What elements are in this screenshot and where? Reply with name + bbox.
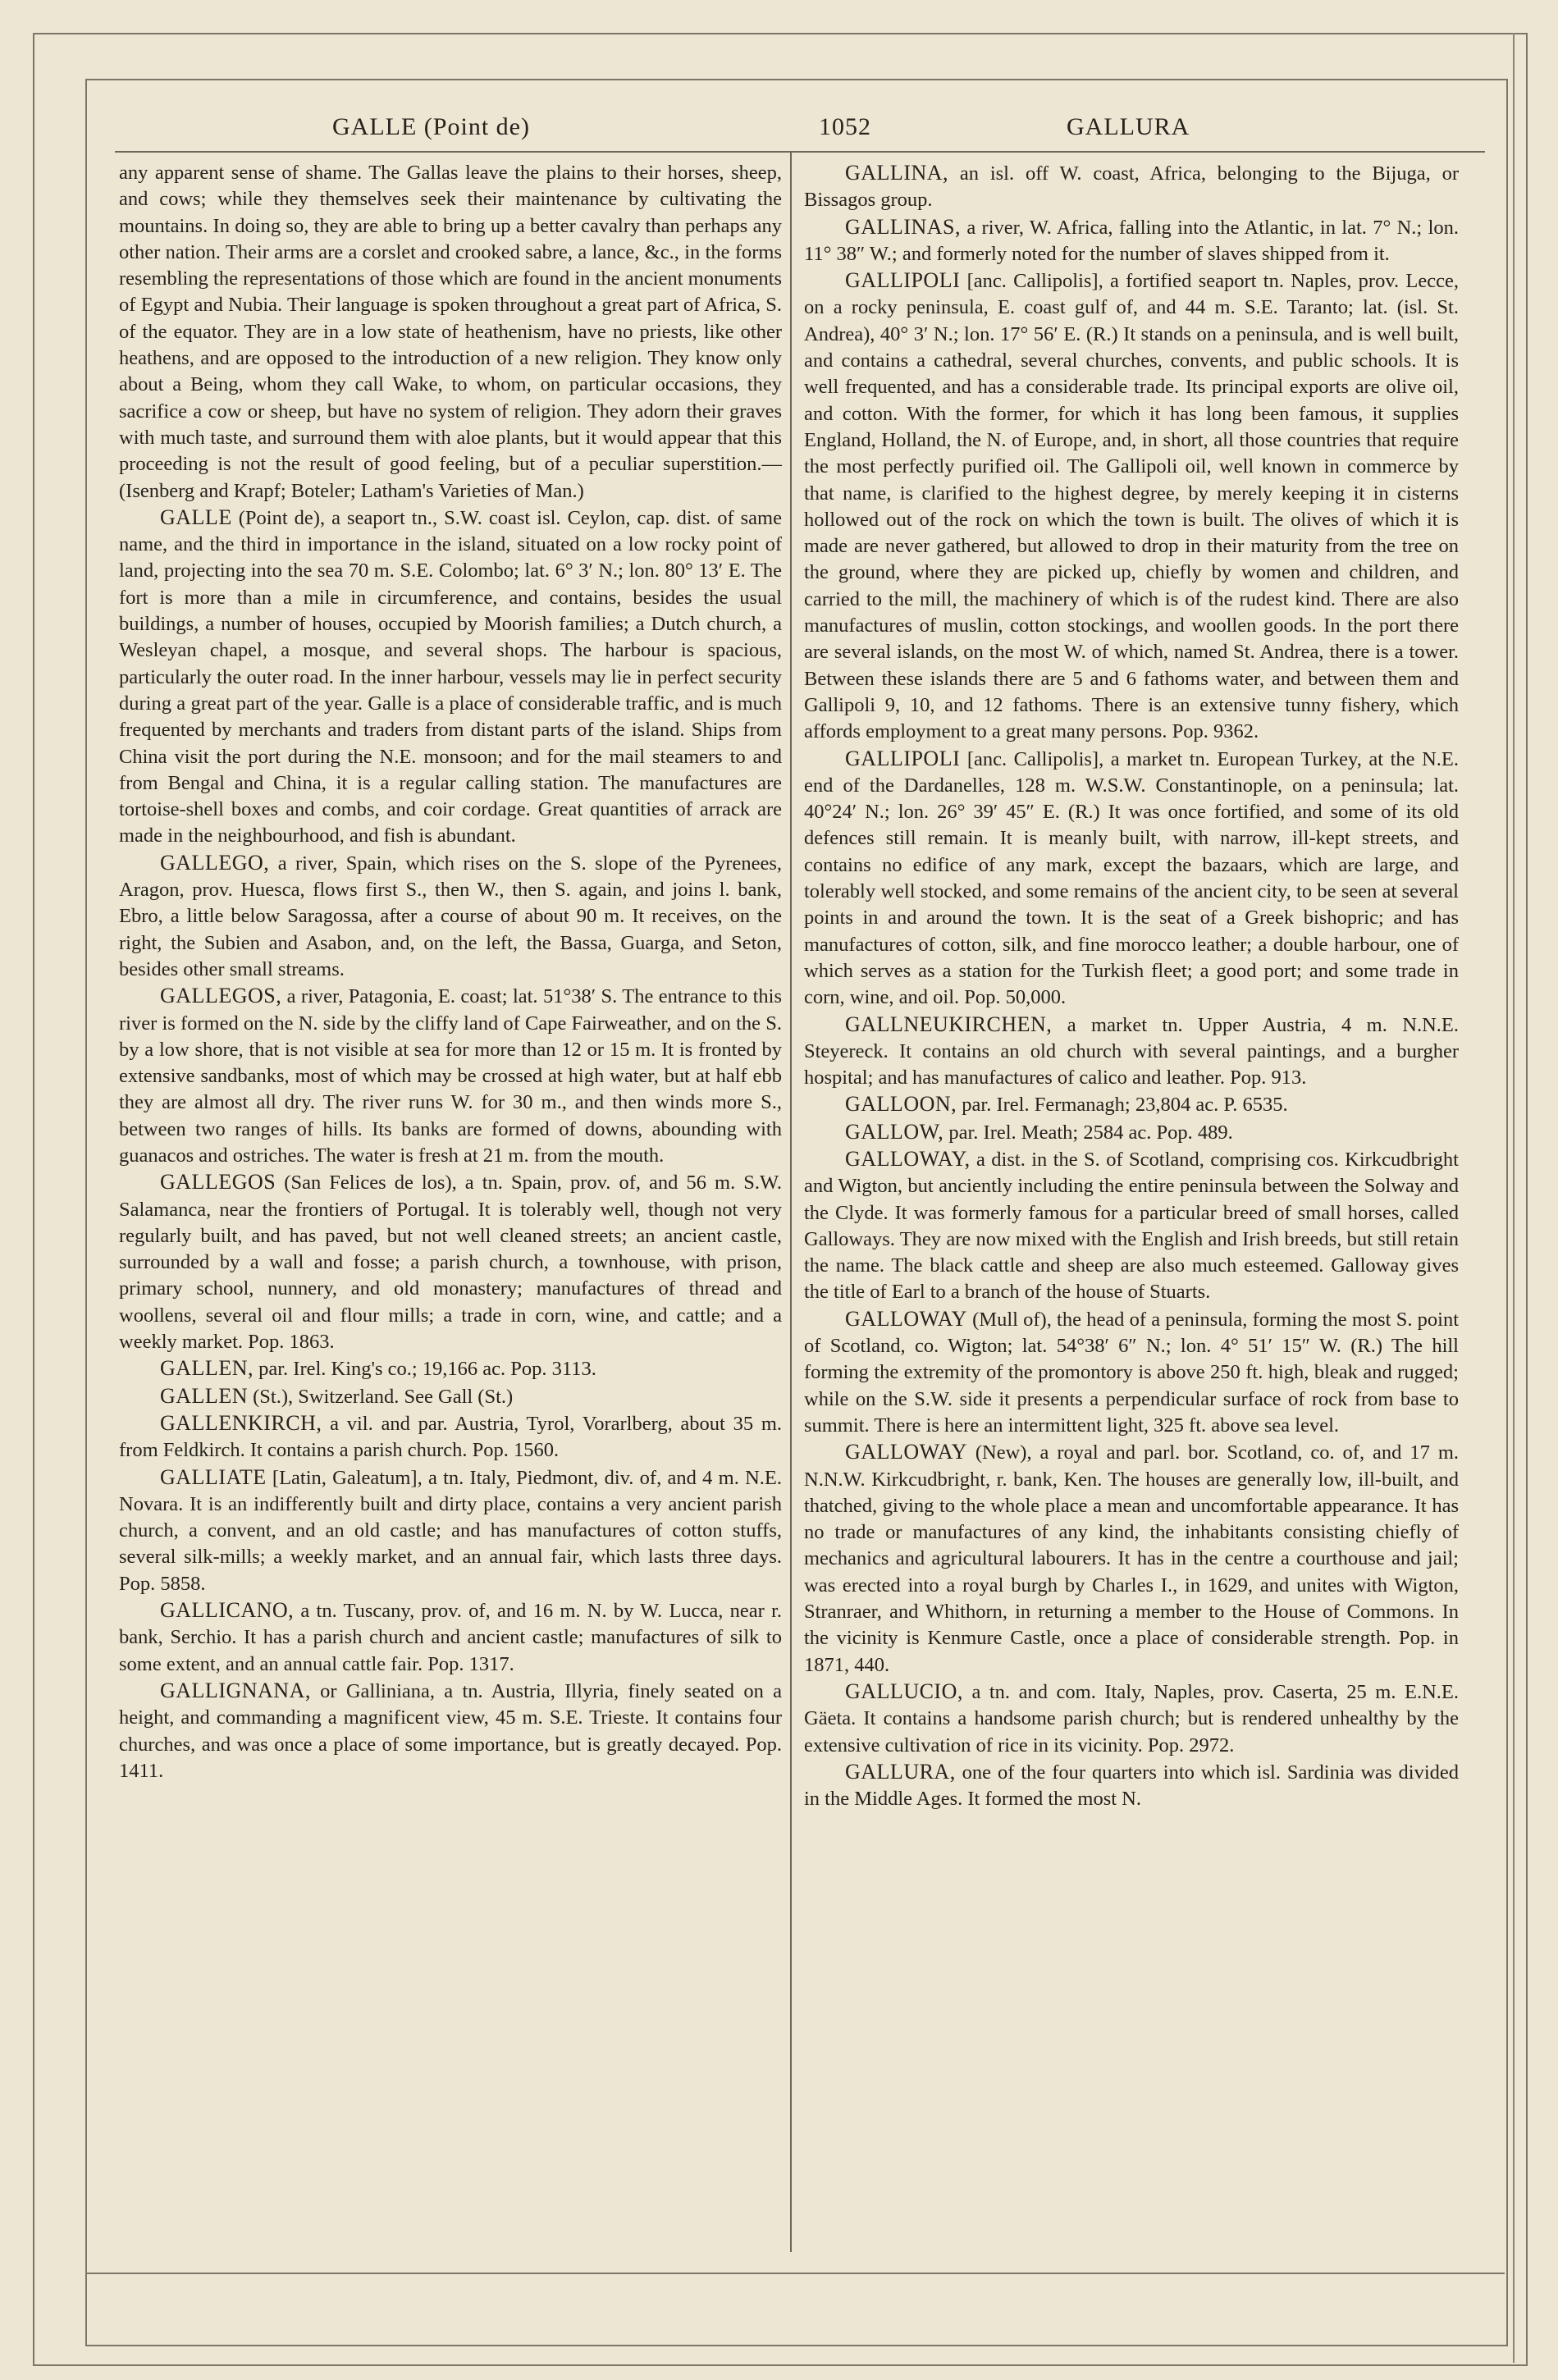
entry-text: (Point de), a seaport tn., S.W. coast isl. Ceylon, cap. dist. of same name, and the third in importance in the island, situated on a low rocky point of land, projecting into the sea 70 m. S.E. Colombo; lat. 6° 3′ N.; lon. 80° 13′ E. The fort is more than a mile in circumference, and contains, besides the usual buildings, a number of houses, occupied by Moorish families; a Dutch church, a Wesleyan chapel, a mosque, and several shops. The harbour is spacious, particularly the outer road. In the inner harbour, vessels may lie in perfect security during a great part of the year. Galle is a place of considerable traffic, and is much frequented by merchants and traders from distant parts of the island. Ships from China visit the port during the N.E. monsoon; and for the mail steamers to and from Bengal and China, it is a regular calling station. The manufactures are tortoise-shell boxes and combs, and coir cordage. Great quantities of arrack are made in the neighbourhood, and fish is abundant. — [119, 506, 782, 847]
entry-text: par. Irel. King's co.; 19,166 ac. Pop. 3113. — [258, 1358, 596, 1381]
entry-gallina — [804, 160, 1459, 214]
entry-text: one of the four quarters into which isl. Sardinia was divided in the Middle Ages. It formed the most N. — [804, 1761, 1460, 1811]
entry-text: a tn. Tuscany, prov. of, and 16 m. N. by W. Lucca, near r. bank, Serchio. It has a parish church and ancient castle; manufactures of silk to some extent, and an annual cattle fair. Pop. 1317. — [119, 1600, 783, 1675]
entry-galloon — [804, 1091, 1459, 1118]
entry-text: (New), a royal and parl. bor. Scotland, co. of, and 17 m. N.N.W. Kirkcudbright, r. bank, Ken. The houses are generally low, ill-built, and thatched, giving to the whole place a mean and uncomfortable appearance. It has no trade or manufactures of any kind, the inhabitants consisting chiefly of mechanics and agricultural labourers. It has in the centre a courthouse and jail; was erected into a royal burgh by Charles I., in 1629, and unites with Wigton, Stranraer, and Whithorn, in returning a member to the House of Commons. In the vicinity is Kenmure Castle, once a place of considerable strength. Pop. in 1871, 440. — [804, 1441, 1459, 1676]
entry-galloway-new — [804, 1439, 1459, 1679]
entry-text: [Latin, Galeatum], a tn. Italy, Piedmont, div. of, and 4 m. N.E. Novara. It is an indifferently built and dirty place, contains a very ancient parish church, a convent, and an old castle; and has manufactures of cotton stuffs, several silk-mills; a weekly market, and an annual fair, which lasts three days. Pop. 5858. — [119, 1466, 783, 1595]
entry-headword: GALLEGOS, — [160, 984, 282, 1008]
page-number: 1052 — [819, 113, 871, 140]
right-edge-rule — [1513, 33, 1515, 2363]
entry-gallen-st — [119, 1383, 782, 1410]
header-right-title: GALLURA — [1067, 113, 1190, 140]
entry-headword: GALLOWAY — [845, 1306, 967, 1331]
running-header — [115, 105, 1485, 153]
entry-gallen-irel — [119, 1355, 782, 1382]
entry-headword: GALLE — [160, 505, 232, 529]
entry-headword: GALLOON, — [845, 1092, 957, 1117]
entry-text: a tn. and com. Italy, Naples, prov. Caserta, 25 m. E.N.E. Gäeta. It contains a handsome parish church; but is rendered unhealthy by the extensive cultivation of rice in its vicinity. Pop. 2972. — [804, 1680, 1460, 1756]
entry-continuation — [119, 160, 782, 505]
entry-gallneukirchen — [804, 1012, 1459, 1092]
entry-text: a vil. and par. Austria, Tyrol, Vorarlberg, about 35 m. from Feldkirch. It contains a parish church. Pop. 1560. — [119, 1412, 783, 1462]
bottom-rule — [85, 2273, 1505, 2274]
entry-headword: GALLOWAY, — [845, 1146, 971, 1171]
entry-text: (St.), Switzerland. See Gall (St.) — [253, 1385, 514, 1408]
entry-text: par. Irel. Fermanagh; 23,804 ac. P. 6535. — [962, 1094, 1288, 1117]
left-column — [119, 160, 782, 1784]
entry-gallenkirch — [119, 1410, 782, 1464]
entry-headword: GALLIPOLI — [845, 746, 961, 770]
entry-text: or Galliniana, a tn. Austria, Illyria, finely seated on a height, and commanding a magnificent view, 45 m. S.E. Trieste. It contains four churches, and was once a place of some importance, but is greatly decayed. Pop. 1411. — [119, 1679, 782, 1782]
entry-headword: GALLNEUKIRCHEN, — [845, 1012, 1053, 1036]
entry-headword: GALLEGO, — [160, 850, 270, 875]
entry-gallignana — [119, 1678, 782, 1784]
entry-text: a river, Patagonia, E. coast; lat. 51°38′ S. The entrance to this river is formed on the N. side by the cliffy land of Cape Fairweather, and on the S. by a low shore, that is not visible at sea for more than 12 or 15 m. It is fronted by extensive sandbanks, most of which may be crossed at high water, but at half ebb they are almost all dry. The river runs W. for 30 m., and then winds more S., between two ranges of hills. Its banks are formed of downs, abounding with guanacos and ostriches. The water is fresh at 21 m. from the mouth. — [119, 985, 783, 1167]
entry-gallipoli-naples — [804, 267, 1459, 745]
entry-text: a market tn. Upper Austria, 4 m. N.N.E. Steyereck. It contains an old church with several paintings, and a burgher hospital; and has manufactures of calico and leather. Pop. 913. — [804, 1013, 1460, 1090]
entry-headword: GALLURA, — [845, 1759, 956, 1784]
entry-text: [anc. Callipolis], a fortified seaport tn. Naples, prov. Lecce, on a rocky peninsula, E. coast gulf of, and 44 m. S.E. Taranto; lat. (isl. St. Andrea), 40° 3′ N.; lon. 17° 56′ E. (R.) It stands on a peninsula, and is well built, and contains a cathedral, several churches, convents, and public schools. It is well frequented, and has a considerable trade. Its principal exports are olive oil, and cotton. With the former, for which it has long been famous, it supplies England, Holland, the N. of Europe, and, in short, all those countries that require the most perfectly purified oil. The Gallipoli oil, well known in commerce by that name, is clarified to the highest degree, by merely keeping it in cisterns hollowed out of the rock on which the town is built. The olives of which it is made are never gathered, but allowed to drop in their maturity from the tree on the ground, where they are picked up, chiefly by women and children, and carried to the mill, the machinery of which is of the rudest kind. There are also manufactures of muslin, cotton stockings, and woollen goods. In the port there are several islands, on the most W. of which, named St. Andrea, there is a tower. Between these islands there are 5 and 6 fathoms water, and between them and Gallipoli 9, 10, and 12 fathoms. There is an extensive tunny fishery, which affords employment to a great many persons. Pop. 9362. — [804, 270, 1459, 743]
entry-galliate — [119, 1464, 782, 1597]
column-divider — [790, 152, 792, 2252]
entry-gallura — [804, 1759, 1459, 1813]
entry-gallego — [119, 850, 782, 983]
entry-text: any apparent sense of shame. The Gallas leave the plains to their horses, sheep, and cows; while they themselves seek their maintenance by cultivating the mountains. In doing so, they are able to bring up a better cavalry than perhaps any other nation. Their arms are a corslet and crooked sabre, a lance, &c., in the forms resembling the representations of those which are found in the ancient monuments of Egypt and Nubia. Their language is spoken throughout a great part of Africa, S. of the equator. They are in a low state of heathenism, have no priests, like other heathens, and are opposed to the introduction of a new religion. They know only about a Being, whom they call Wake, to whom, on particular occasions, they sacrifice a cow or sheep, but have no system of religion. They adorn their graves with much taste, and surround them with aloe plants, but it would appear that this proceeding is not the result of good feeling, but of a peculiar superstition.—(Isenberg and Krapf; Boteler; Latham's Varieties of Man.) — [119, 162, 782, 502]
entry-headword: GALLUCIO, — [845, 1679, 963, 1703]
entry-gallinas — [804, 214, 1459, 268]
entry-gallipoli-turkey — [804, 746, 1459, 1012]
entry-text: (San Felices de los), a tn. Spain, prov. of, and 56 m. S.W. Salamanca, near the frontiers of Portugal. It is tolerably well, though not very regularly built, and has paved, but not well cleaned streets; an ancient castle, surrounded by a wall and fosse; a parish church, a townhouse, with prison, primary school, nunnery, and old monastery; manufactures of thread and woollens, several oil and flour mills; a trade in corn, wine, and cattle; and a weekly market. Pop. 1863. — [119, 1172, 783, 1354]
entry-headword: GALLINAS, — [845, 214, 961, 239]
entry-headword: GALLIPOLI — [845, 268, 961, 293]
entry-gallicano — [119, 1597, 782, 1678]
entry-gallegos-town — [119, 1169, 782, 1355]
entry-text: par. Irel. Meath; 2584 ac. Pop. 489. — [948, 1121, 1233, 1144]
entry-headword: GALLINA, — [845, 161, 949, 185]
entry-headword: GALLOW, — [845, 1119, 944, 1144]
entry-text: a river, Spain, which rises on the S. slope of the Pyrenees, Aragon, prov. Huesca, flows first S., then W., then S. again, and joins l. bank, Ebro, a little below Saragossa, after a course of about 90 m. It receives, on the right, the Subien and Asabon, and, on the left, the Bassa, Guarga, and Seton, besides other small streams. — [119, 852, 782, 980]
right-column — [804, 160, 1459, 1812]
entry-headword: GALLEGOS — [160, 1170, 276, 1195]
entry-text: [anc. Callipolis], a market tn. European Turkey, at the N.E. end of the Dardanelles, 128 m. W.S.W. Constantinople, on a peninsula; lat. 40°24′ N.; lon. 26° 39′ 45″ E. (R.) It was once fortified, and some of its old defences still remain. It is meanly built, with narrow, ill-kept streets, and contains no edifice of any mark, except the bazaars, which are large, and tolerably well stocked, and some remains of the ancient city, to be seen at several points in and around the town. It is the seat of a Greek bishopric; and has manufactures of cotton, silk, and fine morocco leather; a double harbour, one of which serves as a station for the Turkish fleet; a good port; and some trade in corn, wine, and oil. Pop. 50,000. — [804, 747, 1459, 1009]
entry-gallegos-river — [119, 983, 782, 1169]
entry-galloway-mull — [804, 1306, 1459, 1439]
entry-headword: GALLIGNANA, — [160, 1678, 311, 1702]
header-left-title: GALLE (Point de) — [332, 113, 530, 140]
entry-gallow — [804, 1119, 1459, 1146]
entry-headword: GALLEN, — [160, 1356, 254, 1381]
entry-headword: GALLICANO, — [160, 1598, 295, 1623]
entry-text: a river, W. Africa, falling into the Atlantic, in lat. 7° N.; lon. 11° 38″ W.; and formerly noted for the number of slaves shipped from it. — [804, 216, 1459, 265]
entry-text: (Mull of), the head of a peninsula, forming the most S. point of Scotland, co. Wigton; lat. 54°38′ 6″ N.; lon. 4° 51′ 15″ W. (R.) The hill forming the extremity of the promontory is above 250 ft. high, bleak and rugged; while on the S.W. side it presents a perpendicular surface of rock from base to summit. There is here an intermittent light, 325 ft. above sea level. — [804, 1308, 1460, 1437]
entry-headword: GALLEN — [160, 1383, 248, 1408]
entry-galle — [119, 505, 782, 850]
entry-text: an isl. off W. coast, Africa, belonging to the Bijuga, or Bissagos group. — [804, 162, 1459, 212]
entry-headword: GALLENKIRCH, — [160, 1410, 322, 1435]
entry-headword: GALLIATE — [160, 1464, 267, 1489]
entry-galloway — [804, 1146, 1459, 1306]
entry-headword: GALLOWAY — [845, 1440, 967, 1464]
entry-gallucio — [804, 1679, 1459, 1759]
entry-text: a dist. in the S. of Scotland, comprising cos. Kirkcudbright and Wigton, but anciently including the entire peninsula between the Solway and the Clyde. It was formerly famous for a particular breed of small horses, called Galloways. They are now mixed with the English and Irish breeds, but still retain the name. The black cattle and sheep are also much esteemed. Galloway gives the title of Earl to a branch of the house of Stuarts. — [804, 1148, 1459, 1304]
